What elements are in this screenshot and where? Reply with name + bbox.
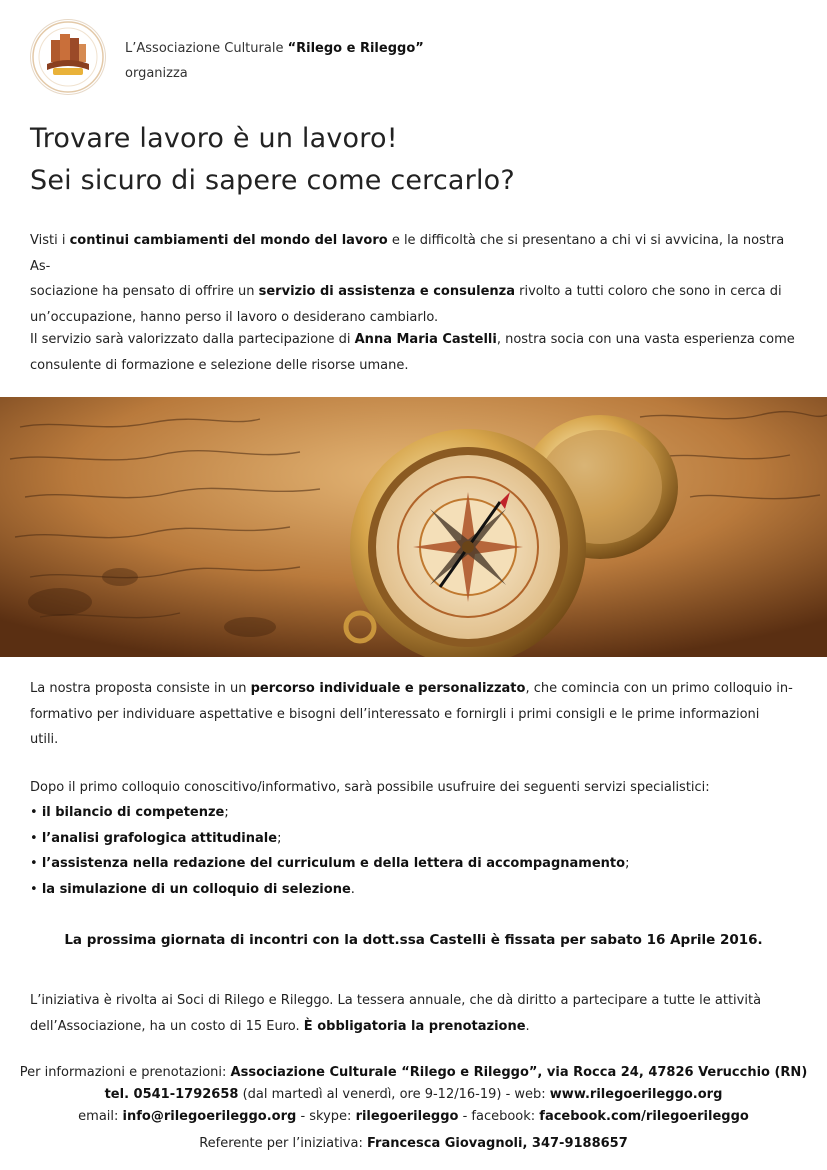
website-link[interactable]: www.rilegoerileggo.org — [549, 1087, 723, 1102]
list-item: • la simulazione di un colloquio di selezione. — [30, 881, 355, 897]
skype-id: rilegoerileggo — [355, 1109, 459, 1124]
contact-line-2: tel. 0541-1792658 (dal martedì al venerdì, ore 9-12/16-19) - web: www.rilegoerileggo.org — [104, 1087, 723, 1102]
list-item: • il bilancio di competenze; — [30, 805, 229, 820]
contact-person: Francesca Giovagnoli, 347-9188657 — [366, 1136, 628, 1151]
page-title — [30, 118, 515, 202]
org-name: “Rilego e Rileggo” — [287, 41, 424, 56]
org-prefix: L’Associazione Culturale — [125, 41, 288, 56]
consultant-paragraph: Il servizio sarà valorizzato dalla partecipazione di Anna Maria Castelli, nostra socia con una vasta esperienza come consulente di formazione e selezione delle risorse umane. — [30, 332, 795, 373]
next-meeting-announcement: La prossima giornata di incontri con la dott.ssa Castelli è fissata per sabato 16 Aprile 2016. — [64, 932, 763, 948]
title-line-1: Trovare lavoro è un lavoro! — [30, 123, 398, 154]
contact-line-1: Per informazioni e prenotazioni: Associazione Culturale “Rilego e Rileggo”, via Rocca 24, 47826 Verucchio (RN) — [19, 1065, 808, 1080]
compass-photo — [0, 397, 827, 657]
services-list — [30, 800, 629, 902]
title-line-2: Sei sicuro di sapere come cercarlo? — [30, 165, 515, 196]
services-intro: Dopo il primo colloquio conoscitivo/informativo, sarà possibile usufruire dei seguenti servizi specialistici: — [30, 780, 710, 795]
list-item: • l’assistenza nella redazione del curriculum e della lettera di accompagnamento; — [30, 856, 630, 871]
proposal-paragraph: La nostra proposta consiste in un percorso individuale e personalizzato, che comincia con un primo colloquio in- formativo per individuare aspettative e bisogni dell’interessato e fornirgli i primi consigli e le prime informazioni utili. — [30, 681, 793, 747]
membership-paragraph: L’iniziativa è rivolta ai Soci di Rilego e Rileggo. La tessera annuale, che dà diritto a partecipare a tutte le attività dell’Associazione, ha un costo di 15 Euro. È obbligatoria la prenotazione. — [30, 993, 762, 1034]
book-house-logo-icon — [31, 20, 105, 94]
intro-paragraph: Visti i continui cambiamenti del mondo del lavoro e le difficoltà che si presentano a chi vi si avvicina, la nostra As- sociazione ha pensato di offrire un servizio di assistenza e consulenza rivolto a tutti coloro che sono in cerca di un’occupazione, hanno perso il lavoro o desiderano cambiarlo. — [30, 233, 785, 325]
email-link[interactable]: info@rilegoerileggo.org — [122, 1109, 297, 1124]
organizer-intro — [125, 36, 424, 86]
facebook-link[interactable]: facebook.com/rilegoerileggo — [539, 1109, 749, 1124]
phone-number: tel. 0541-1792658 — [104, 1087, 239, 1102]
organizza-label: organizza — [125, 66, 188, 81]
compass-on-map-icon — [0, 397, 827, 657]
contact-line-4: Referente per l’iniziativa: Francesca Giovagnoli, 347-9188657 — [199, 1136, 628, 1151]
contact-line-3: email: info@rilegoerileggo.org - skype: rilegoerileggo - facebook: facebook.com/rilegoerileggo — [78, 1109, 749, 1124]
list-item: • l’analisi grafologica attitudinale; — [30, 830, 282, 846]
association-logo — [31, 20, 105, 94]
